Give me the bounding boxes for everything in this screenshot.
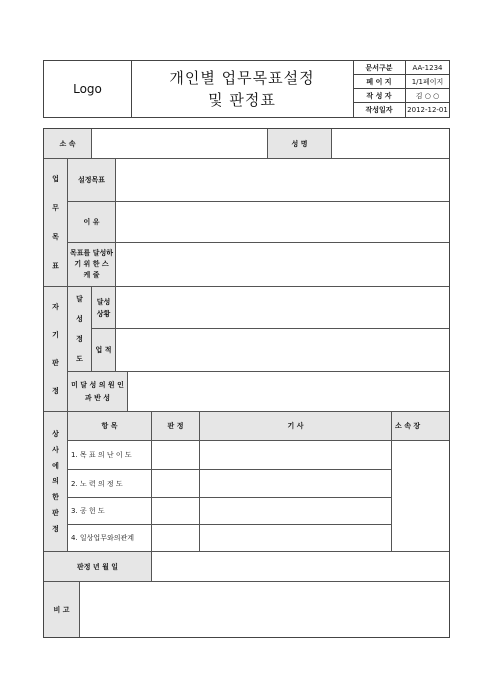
judgement-cell[interactable]	[152, 498, 200, 525]
record-cell[interactable]	[200, 525, 392, 552]
remarks-label: 비 고	[44, 582, 80, 637]
judgement-date-label: 판정 년 월 일	[44, 552, 152, 582]
affiliation-field[interactable]	[92, 129, 268, 159]
record-cell[interactable]	[200, 470, 392, 498]
logo: Logo	[44, 61, 132, 117]
supervisor-assessment-section-label	[44, 412, 68, 552]
title-line-1: 개인별 업무목표설정	[169, 69, 315, 87]
judgement-cell[interactable]	[152, 525, 200, 552]
label-char: 판	[52, 509, 59, 518]
meta-row	[353, 75, 449, 89]
name-label: 성 명	[268, 129, 332, 159]
meta-key: 문서구분	[353, 61, 406, 74]
label-char: 정	[76, 335, 83, 343]
meta-row	[353, 103, 449, 117]
label-char: 자	[52, 303, 59, 311]
performance-label: 업 적	[92, 329, 116, 372]
meta-row	[353, 89, 449, 103]
meta-row	[353, 61, 449, 75]
meta-key: 작 성 자	[353, 89, 406, 102]
label-char: 도	[76, 355, 83, 363]
label-char: 에	[52, 461, 59, 470]
reason-label: 이 유	[68, 202, 116, 243]
document-header	[43, 60, 450, 118]
achievement-status-field[interactable]	[116, 287, 449, 329]
schedule-field[interactable]	[116, 243, 449, 287]
column-header-affiliation-head: 소 속 장	[392, 412, 449, 441]
label-char: 기	[52, 331, 59, 339]
achievement-status-label: 달성 상황	[92, 287, 116, 329]
label-char: 상	[52, 429, 59, 438]
achievement-degree-label	[68, 287, 92, 372]
item-row-label: 2. 노 력 의 정 도	[68, 470, 152, 498]
name-field[interactable]	[332, 129, 449, 159]
goal-set-field[interactable]	[116, 159, 449, 202]
label-char: 한	[52, 493, 59, 502]
label-char: 성	[76, 315, 83, 323]
record-cell[interactable]	[200, 441, 392, 470]
column-header-item: 항 목	[68, 412, 152, 441]
performance-field[interactable]	[116, 329, 449, 372]
column-header-judgement: 판 정	[152, 412, 200, 441]
meta-value: 1/1페이지	[411, 77, 444, 86]
affiliation-label: 소 속	[44, 129, 92, 159]
item-row-label: 4. 일상업무와의관계	[68, 525, 152, 552]
label-char: 판	[52, 359, 59, 367]
goal-set-label: 설정목표	[68, 159, 116, 202]
work-goal-section-label	[44, 159, 68, 287]
label-char: 목	[52, 232, 59, 241]
self-assessment-section-label	[44, 287, 68, 412]
item-row-label: 1. 목 표 의 난 이 도	[68, 441, 152, 470]
judgement-cell[interactable]	[152, 470, 200, 498]
evaluation-form	[43, 128, 450, 638]
meta-key: 페 이 지	[353, 75, 406, 88]
label-char: 달	[76, 295, 83, 303]
label-char: 업	[52, 175, 59, 184]
document-title	[131, 61, 354, 117]
meta-value: AA-1234	[412, 63, 443, 72]
affiliation-head-cell[interactable]	[392, 441, 449, 552]
meta-value: 김 ○ ○	[415, 91, 440, 100]
label-char: 정	[52, 524, 59, 533]
label-char: 정	[52, 387, 59, 395]
item-row-label: 3. 공 헌 도	[68, 498, 152, 525]
label-char: 사	[52, 445, 59, 454]
column-header-record: 기 사	[200, 412, 392, 441]
title-line-2: 및 판정표	[208, 91, 276, 109]
judgement-date-field[interactable]	[152, 552, 449, 582]
non-achievement-field[interactable]	[128, 372, 449, 412]
document-meta-table	[353, 61, 449, 117]
meta-key: 작성일자	[353, 103, 406, 117]
remarks-field[interactable]	[80, 582, 449, 637]
label-char: 무	[52, 204, 59, 213]
reason-field[interactable]	[116, 202, 449, 243]
judgement-cell[interactable]	[152, 441, 200, 470]
schedule-label: 목표를 달성하 기 위 한 스 케 줄	[68, 243, 116, 287]
label-char: 표	[52, 261, 59, 270]
non-achievement-label: 미 달 성 의 원 인 과 반 성	[68, 372, 128, 412]
label-char: 의	[52, 477, 59, 486]
meta-value: 2012-12-01	[407, 106, 448, 114]
record-cell[interactable]	[200, 498, 392, 525]
